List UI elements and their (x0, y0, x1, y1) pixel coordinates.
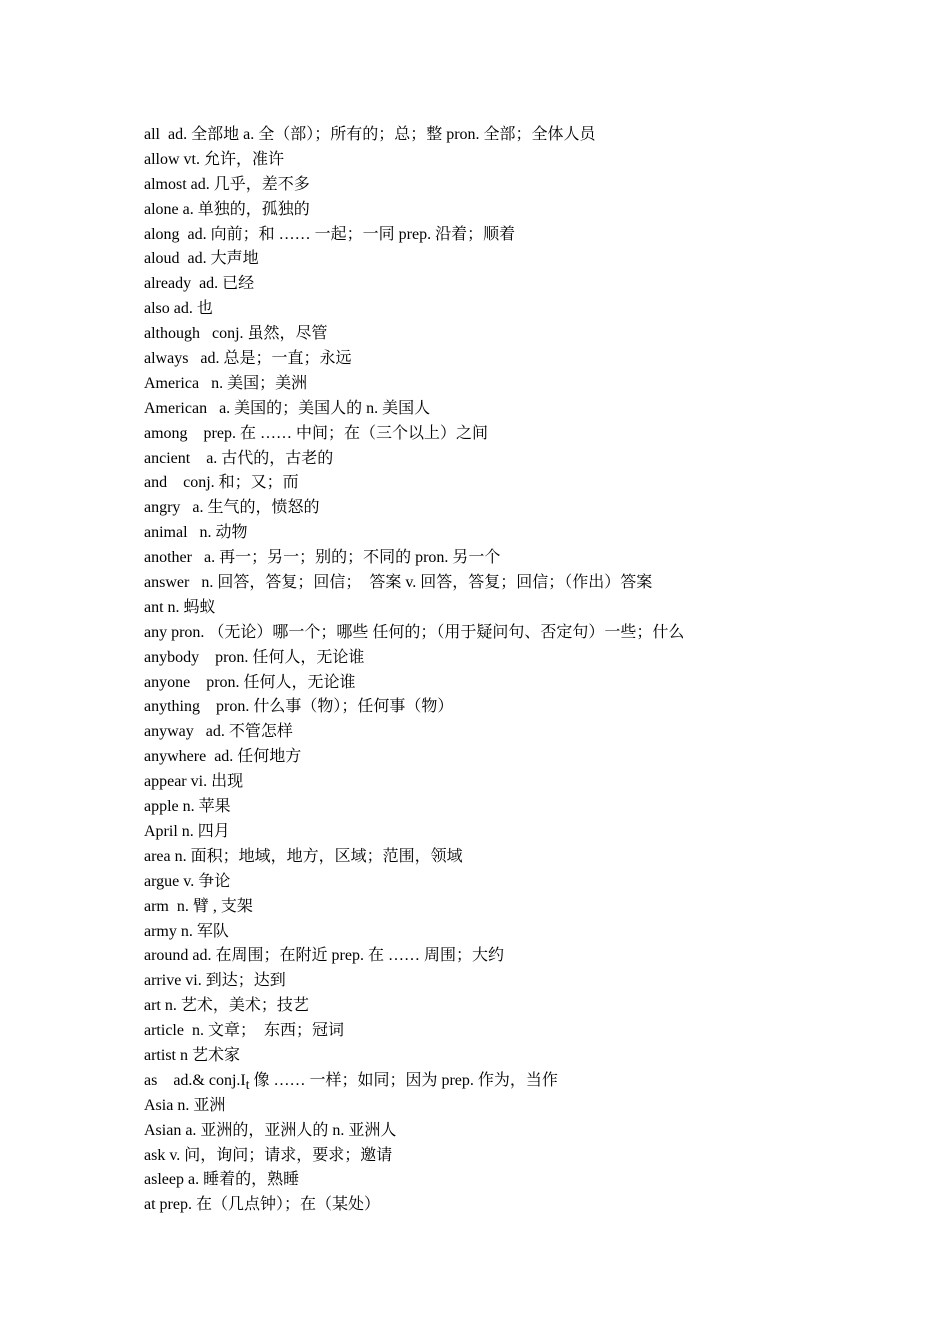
vocab-entry: art n. 艺术，美术；技艺 (144, 997, 309, 1015)
vocab-entry: and conj. 和；又；而 (144, 474, 299, 492)
vocab-entry: around ad. 在周围；在附近 prep. 在 …… 周围；大约 (144, 947, 504, 965)
vocab-entry: as ad.& $conj.I_t$ 像 …… 一样；如同；因为 prep. 作为，当作 (144, 1071, 558, 1093)
vocab-entry: army n. 军队 (144, 922, 229, 940)
vocab-entry: along ad. 向前；和 …… 一起；一同 prep. 沿着；顺着 (144, 225, 516, 243)
vocab-entry: apple n. 苹果 (144, 798, 231, 816)
vocab-entry: argue v. 争论 (144, 872, 231, 890)
vocab-entry: allow vt. 允许，准许 (144, 150, 284, 168)
vocab-entry: anyone pron. 任何人，无论谁 (144, 673, 356, 691)
vocab-entry: ask v. 问，询问；请求，要求；邀请 (144, 1146, 393, 1164)
vocab-entry: almost ad. 几乎，差不多 (144, 175, 310, 193)
subscript-mark: t (245, 1077, 250, 1093)
vocab-entry: animal n. 动物 (144, 524, 248, 542)
vocab-entry: all ad. 全部地 a. 全（部）；所有的；总；整 pron. 全部；全体人员 (144, 126, 596, 143)
vocabulary-list (144, 123, 904, 1218)
vocab-entry: anyway ad. 不管怎样 (144, 723, 293, 741)
vocab-entry: anything pron. 什么事（物）；任何事（物） (144, 698, 454, 716)
vocab-entry: anywhere ad. 任何地方 (144, 748, 302, 766)
vocab-entry: arm n. 臂 , 支架 (144, 897, 253, 915)
vocab-entry: asleep a. 睡着的，熟睡 (144, 1171, 300, 1189)
vocab-entry: already ad. 已经 (144, 275, 255, 293)
vocab-entry: alone a. 单独的，孤独的 (144, 200, 310, 218)
vocab-entry: another a. 再一；另一；别的；不同的 pron. 另一个 (144, 549, 501, 567)
vocab-entry: also ad. 也 (144, 300, 213, 318)
vocab-entry: April n. 四月 (144, 822, 230, 840)
vocab-entry: aloud ad. 大声地 (144, 250, 259, 268)
vocab-entry: Asian a. 亚洲的，亚洲人的 n. 亚洲人 (144, 1121, 397, 1139)
vocab-entry: always ad. 总是；一直；永远 (144, 350, 352, 368)
vocab-entry: America n. 美国；美洲 (144, 374, 308, 392)
vocab-entry: angry a. 生气的，愤怒的 (144, 499, 320, 517)
vocab-entry: any pron. （无论）哪一个；哪些 任何的；（用于疑问句、否定句）一些；什么 (144, 623, 685, 641)
vocab-entry: answer n. 回答，答复；回信； 答案 v. 回答，答复；回信；（作出）答案 (144, 574, 653, 592)
vocab-entry: area n. 面积；地域，地方，区域；范围，领域 (144, 847, 463, 865)
vocab-entry: anybody pron. 任何人，无论谁 (144, 648, 365, 666)
vocab-entry: American a. 美国的；美国人的 n. 美国人 (144, 399, 431, 417)
vocab-entry: appear vi. 出现 (144, 773, 244, 791)
vocab-entry: although conj. 虽然，尽管 (144, 325, 328, 343)
vocab-entry: ant n. 蚂蚁 (144, 598, 216, 616)
vocab-entry: Asia n. 亚洲 (144, 1096, 226, 1114)
vocab-entry: ancient a. 古代的，古老的 (144, 449, 334, 467)
vocab-entry: at prep. 在（几点钟）；在（某处） (144, 1196, 380, 1214)
vocab-entry: arrive vi. 到达；达到 (144, 972, 286, 990)
vocab-entry: artist n 艺术家 (144, 1046, 240, 1064)
vocab-entry: among prep. 在 …… 中间；在（三个以上）之间 (144, 424, 488, 442)
vocab-entry: article n. 文章； 东西；冠词 (144, 1022, 344, 1040)
